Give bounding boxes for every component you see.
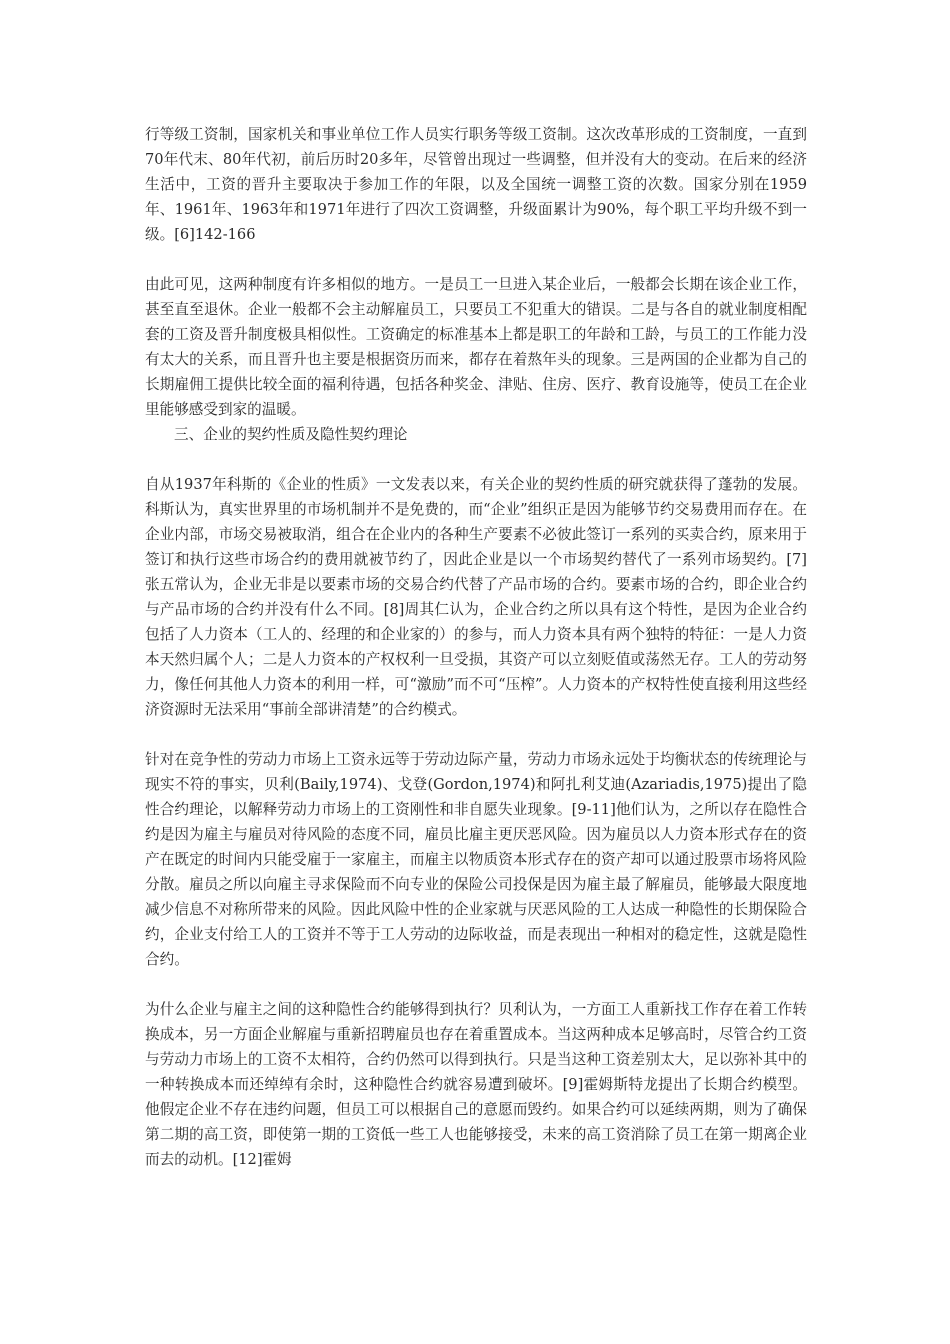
paragraph-system-similarity: 由此可见，这两种制度有许多相似的地方。一是员工一旦进入某企业后，一般都会长期在该企业工作，甚至直至退休。企业一般都不会主动解雇员工，只要员工不犯重大的错误。二是与各自的就业制度相配套的工资及晋升制度极具相似性。工资确定的标准基本上都是职工的年龄和工龄，与员工的工作能力没有太大的关系，而且晋升也主要是根据资历而来，都存在着熬年头的现象。三是两国的企业都为自己的长期雇佣工提供比较全面的福利待遇，包括各种奖金、津贴、住房、医疗、教育设施等，使员工在企业里能够感受到家的温暖。 [145,276,807,418]
document-body [145,122,807,1197]
section-heading: 三、企业的契约性质及隐性契约理论 [174,426,408,443]
paragraph-contract-enforcement: 为什么企业与雇主之间的这种隐性合约能够得到执行？贝利认为，一方面工人重新找工作存在着工作转换成本，另一方面企业解雇与重新招聘雇员也存在着重置成本。当这两种成本足够高时，尽管合约工资与劳动力市场上的工资不太相符，合约仍然可以得到执行。只是当这种工资差别太大，足以弥补其中的一种转换成本而还绰绰有余时，这种隐性合约就容易遭到破坏。[9]霍姆斯特龙提出了长期合约模型。他假定企业不存在违约问题，但员工可以根据自己的意愿而毁约。如果合约可以延续两期，则为了确保第二期的高工资，即使第一期的工资低一些工人也能够接受，未来的高工资消除了员工在第一期离企业而去的动机。[12]霍姆 [145,1001,807,1168]
paragraph-implicit-contract-theory: 针对在竞争性的劳动力市场上工资永远等于劳动边际产量，劳动力市场永远处于均衡状态的传统理论与现实不符的事实，贝利(Baily,1974)、戈登(Gordon,1974)和阿扎利艾迪(Azariadis,1975)提出了隐性合约理论，以解释劳动力市场上的工资刚性和非自愿失业现象。[9-11]他们认为，之所以存在隐性合约是因为雇主与雇员对待风险的态度不同，雇员比雇主更厌恶风险。因为雇员以人力资本形式存在的资产在既定的时间内只能受雇于一家雇主，而雇主以物质资本形式存在的资产却可以通过股票市场将风险分散。雇员之所以向雇主寻求保险而不向专业的保险公司投保是因为雇主最了解雇员，能够最大限度地减少信息不对称所带来的风险。因此风险中性的企业家就与厌恶风险的工人达成一种隐性的长期保险合约，企业支付给工人的工资并不等于工人劳动的边际收益，而是表现出一种相对的稳定性，这就是隐性合约。 [145,751,807,968]
paragraph-wage-history: 行等级工资制，国家机关和事业单位工作人员实行职务等级工资制。这次改革形成的工资制度，一直到70年代末、80年代初，前后历时20多年，尽管曾出现过一些调整，但并没有大的变动。在后来的经济生活中，工资的晋升主要取决于参加工作的年限，以及全国统一调整工资的次数。国家分别在1959年、1961年、1963年和1971年进行了四次工资调整，升级面累计为90%，每个职工平均升级不到一级。[6]142-166 [145,126,807,243]
paragraph-contract-nature: 自从1937年科斯的《企业的性质》一文发表以来，有关企业的契约性质的研究就获得了蓬勃的发展。科斯认为，真实世界里的市场机制并不是免费的，而“企业”组织正是因为能够节约交易费用而存在。在企业内部，市场交易被取消，组合在企业内的各种生产要素不必彼此签订一系列的买卖合约，原来用于签订和执行这些市场合约的费用就被节约了，因此企业是以一个市场契约替代了一系列市场契约。[7]张五常认为，企业无非是以要素市场的交易合约代替了产品市场的合约。要素市场的合约，即企业合约与产品市场的合约并没有什么不同。[8]周其仁认为，企业合约之所以具有这个特性，是因为企业合约包括了人力资本（工人的、经理的和企业家的）的参与，而人力资本具有两个独特的特征：一是人力资本天然归属个人；二是人力资本的产权权利一旦受损，其资产可以立刻贬值或荡然无存。工人的劳动努力，像任何其他人力资本的利用一样，可“激励”而不可“压榨”。人力资本的产权特性使直接利用这些经济资源时无法采用“事前全部讲清楚”的合约模式。 [145,476,807,718]
